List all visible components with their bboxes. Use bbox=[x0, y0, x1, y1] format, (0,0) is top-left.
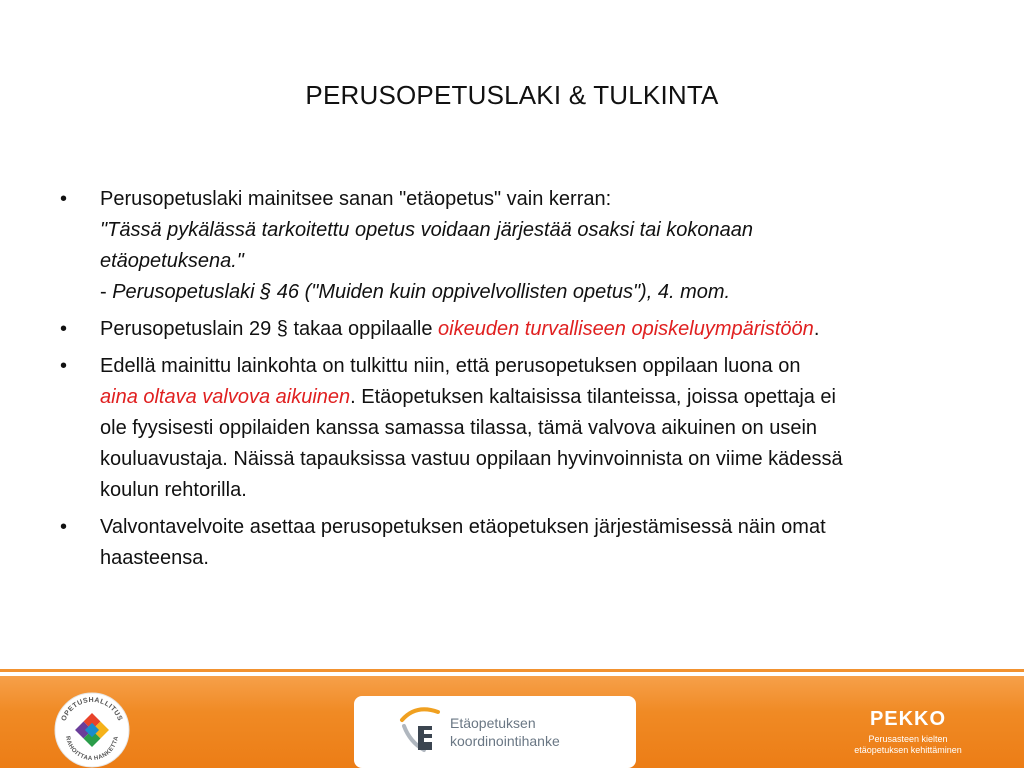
bullet-marker: • bbox=[60, 355, 68, 377]
koordinointihanke-emblem-icon bbox=[394, 702, 448, 762]
bullet-4-line1: Valvontavelvoite asettaa perusopetuksen etäopetuksen järjestämisessä näin omat bbox=[100, 516, 826, 538]
bullet-1-text: Perusopetuslaki mainitsee sanan "etäopetus" vain kerran: bbox=[100, 188, 612, 210]
bullet-1-quote-line1: "Tässä pykälässä tarkoitettu opetus voidaan järjestää osaksi tai kokonaan bbox=[100, 219, 754, 241]
bullet-marker: • bbox=[60, 188, 68, 210]
bullet-3-line1: Edellä mainittu lainkohta on tulkittu niin, että perusopetuksen oppilaan luona on bbox=[100, 355, 801, 377]
bullet-4-line2: haasteensa. bbox=[100, 547, 209, 569]
bullet-3-line2 bbox=[100, 382, 970, 413]
bullet-item-2 bbox=[60, 314, 970, 345]
bullet-1-quote-line2: etäopetuksena." bbox=[100, 250, 244, 272]
bullet-1-source-line bbox=[100, 277, 970, 308]
pekko-subtitle-2: etäopetuksen kehittäminen bbox=[854, 745, 962, 755]
bullet-item-3 bbox=[60, 351, 970, 506]
bullet-item-4 bbox=[60, 512, 970, 574]
bullet-3-after-highlight: . Etäopetuksen kaltaisissa tilanteissa, joissa opettaja ei bbox=[350, 386, 837, 408]
bullet-marker: • bbox=[60, 516, 68, 538]
bullet-list bbox=[60, 184, 970, 580]
bullet-2-line bbox=[100, 314, 970, 345]
pekko-subtitle-1: Perusasteen kielten bbox=[868, 734, 948, 744]
koordinointihanke-logo bbox=[354, 696, 636, 768]
bullet-2-highlight: oikeuden turvalliseen opiskeluympäristöön bbox=[438, 318, 814, 340]
bullet-marker: • bbox=[60, 318, 68, 340]
bullet-3-line4: kouluavustaja. Näissä tapauksissa vastuu oppilaan hyvinvoinnista on viime kädessä bbox=[100, 448, 843, 470]
bullet-3-line5: koulun rehtorilla. bbox=[100, 479, 247, 501]
pekko-logo bbox=[848, 708, 968, 756]
opetushallitus-logo bbox=[54, 692, 130, 768]
slide-title: PERUSOPETUSLAKI & TULKINTA bbox=[305, 80, 719, 110]
footer-divider bbox=[0, 669, 1024, 672]
pekko-title: PEKKO bbox=[869, 708, 947, 730]
koordinointihanke-line1: Etäopetuksen bbox=[450, 715, 536, 731]
bullet-1-source-prefix: - bbox=[100, 281, 113, 303]
bullet-item-1 bbox=[60, 184, 970, 308]
bullet-3-line3: ole fyysisesti oppilaiden kanssa samassa tilassa, tämä valvova aikuinen on usein bbox=[100, 417, 818, 439]
bullet-2-text-after: . bbox=[813, 318, 820, 340]
koordinointihanke-line2: koordinointihanke bbox=[450, 733, 560, 749]
bullet-3-highlight: aina oltava valvova aikuinen bbox=[100, 386, 351, 408]
opetushallitus-logo-text-top: OPETUSHALLITUS bbox=[60, 696, 124, 723]
bullet-2-text-before: Perusopetuslain 29 § takaa oppilaalle bbox=[100, 318, 439, 340]
bullet-1-source: Perusopetuslaki § 46 ("Muiden kuin oppivelvollisten opetus"), 4. mom. bbox=[112, 281, 731, 303]
opetushallitus-logo-text-bottom: RAHOITTAA HANKETTA bbox=[64, 735, 120, 763]
